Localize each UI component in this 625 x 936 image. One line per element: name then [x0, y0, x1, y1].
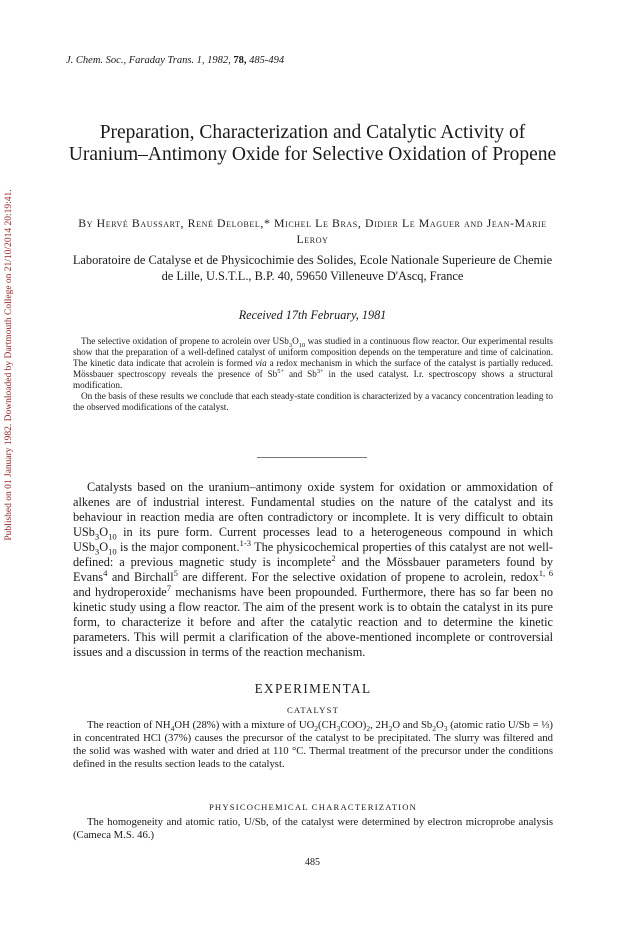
download-watermark	[0, 140, 18, 590]
author-list: By Hervé Baussart, René Delobel,* Michel Le Bras, Didier Le Maguer and Jean-Marie Leroy	[78, 216, 547, 246]
article-title: Preparation, Characterization and Catalytic Activity of Uranium–Antimony Oxide for Selective Oxidation of Propene	[68, 122, 557, 165]
physicochemical-subheading: PHYSICOCHEMICAL CHARACTERIZATION	[208, 802, 418, 812]
journal-pages: 485-494	[249, 55, 285, 66]
page-number: 485	[305, 857, 320, 868]
reference-marker: 1-3	[239, 537, 252, 548]
section-divider	[257, 457, 367, 458]
journal-year: 1982,	[207, 55, 231, 66]
abstract	[73, 336, 553, 413]
introduction-paragraph: Catalysts based on the uranium–antimony oxide system for oxidation or ammoxidation of alkenes are of industrial interest. Fundamental studies on the nature of the catalyst and its behaviour in reaction media are often contradictory or incomplete. It is very difficult to obtain $USb_3O_{10}$ in its pure form. Current processes lead to a heterogeneous compound in which $USb_3O_{10}$ is the major component.$^{1-3}$ The physicochemical properties of this catalyst are not well-defined: a previous magnetic study is incomplete$^2$ and the Mössbauer parameters found by Evans$^4$ and Birchall$^5$ are different. For the selective oxidation of propene to acrolein, redox$^{1, 6}$ and hydroperoxide$^7$ mechanisms have been propounded. Furthermore, there has so far been no kinetic study using a flow reactor. The aim of the present work is to obtain the catalyst in its pure form, to characterize it before and after the catalytic reaction and to determine the kinetic parameters. This will permit a clarification of the above-mentioned incomplete or controversial issues and a discussion in terms of the reaction mechanism.	[73, 480, 554, 659]
download-watermark-text: Published on 01 January 1982. Downloaded by Dartmouth College on 21/10/2014 20:19:41.	[4, 189, 14, 541]
journal-volume: 78,	[233, 55, 247, 66]
catalyst-paragraph: The reaction of $NH_4OH$ (28%) with a mixture of $UO_2(CH_3COO)_2$, $2H_2O$ and $Sb_2O_3$ (atomic ratio U/Sb = ⅓) in concentrated HCl (37%) causes the precursor of the catalyst to be precipitated. The slurry was filtered and the solid was washed with water and dried at 110 °C. Thermal treatment of the precursor under the conditions defined in the results section leads to the catalyst.	[73, 719, 553, 770]
abstract-paragraph-1: The selective oxidation of propene to acrolein over $USb_3O_{10}$ was studied in a continuous flow reactor. Our experimental results show that the preparation of a well-defined catalyst of uniform composition depends on the temperature and time of calcination. The kinetic data indicate that acrolein is formed via a redox mechanism in which the surface of the catalyst is partially reduced. Mössbauer spectroscopy reveals the presence of $Sb^{5+}$ and $Sb^{3+}$ in the used catalyst. I.r. spectroscopy shows a structural modification.	[73, 336, 554, 390]
catalyst-subheading: CATALYST	[286, 705, 340, 715]
abstract-paragraph-2: On the basis of these results we conclude that each steady-state condition is characterized by a vacancy concentration leading to the observed modifications of the catalyst.	[73, 391, 553, 412]
journal-reference	[66, 55, 284, 66]
reference-marker: 4	[103, 567, 108, 578]
reference-marker: 1, 6	[538, 567, 554, 578]
author-affiliation: Laboratoire de Catalyse et de Physicochimie des Solides, Ecole Nationale Superieure de Chemie de Lille, U.S.T.L., B.P. 40, 59650 Villeneuve D'Ascq, France	[72, 253, 553, 283]
experimental-heading: EXPERIMENTAL	[254, 681, 372, 696]
reference-marker: 2	[331, 552, 336, 563]
reference-marker: 7	[166, 582, 172, 593]
physicochemical-paragraph: The homogeneity and atomic ratio, U/Sb, of the catalyst were determined by electron microprobe analysis (Cameca M.S. 46.)	[73, 816, 553, 841]
journal-name: J. Chem. Soc., Faraday Trans. 1,	[66, 55, 205, 66]
received-date: Received 17th February, 1981	[238, 308, 387, 322]
reference-marker: 5	[173, 567, 178, 578]
